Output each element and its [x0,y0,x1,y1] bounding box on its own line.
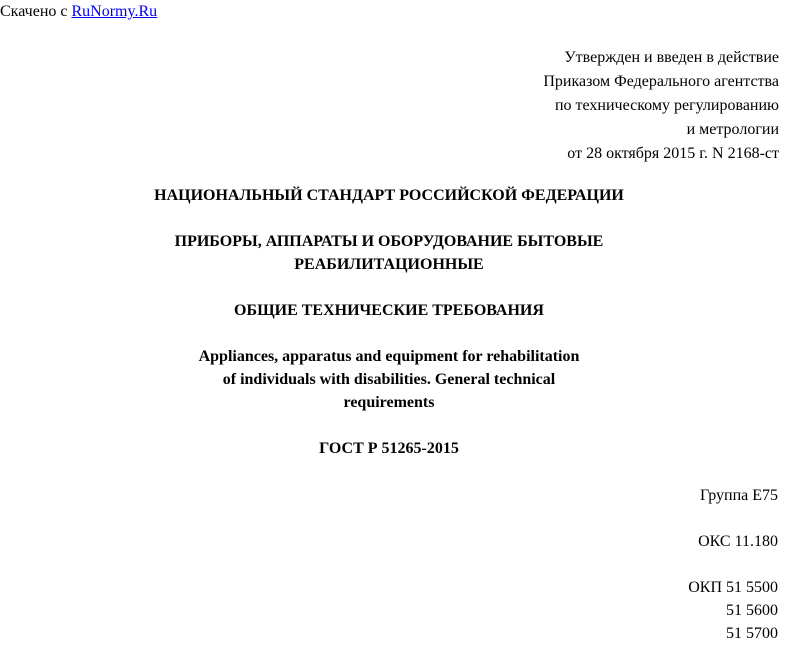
okp-code-line: 51 5700 [726,625,778,642]
approval-block [543,46,779,166]
national-standard-text: НАЦИОНАЛЬНЫЙ СТАНДАРТ РОССИЙСКОЙ ФЕДЕРАЦИИ [154,187,624,204]
standard-name-en [0,345,778,414]
standard-subtitle-ru [0,299,778,322]
standard-subtitle-ru-text: ОБЩИЕ ТЕХНИЧЕСКИЕ ТРЕБОВАНИЯ [234,302,544,319]
standard-name-ru [0,230,778,276]
standard-name-en-line: requirements [343,394,435,411]
gost-number [0,437,778,460]
approval-line: Утвержден и введен в действие [564,49,779,66]
approval-line: и метрологии [686,121,779,138]
standard-name-en-line: Appliances, apparatus and equipment for rehabilitation [198,348,580,365]
standard-name-en-line: of individuals with disabilities. General technical [222,371,556,388]
okp-code-line: ОКП 51 5500 [688,579,778,596]
source-line [0,2,157,22]
standard-name-ru-line: ПРИБОРЫ, АППАРАТЫ И ОБОРУДОВАНИЕ БЫТОВЫЕ [174,233,604,250]
source-prefix: Скачено с [0,3,72,20]
oks-code: ОКС 11.180 [698,533,778,550]
national-standard-heading [0,184,778,207]
gost-number-text: ГОСТ Р 51265-2015 [319,440,459,457]
standard-name-ru-line: РЕАБИЛИТАЦИОННЫЕ [294,256,484,273]
okp-code-line: 51 5600 [726,602,778,619]
approval-line: Приказом Федерального агентства [543,73,779,90]
group-code: Группа Е75 [699,487,778,504]
runormy-link[interactable]: RuNormy.Ru [71,3,158,20]
approval-line: по техническому регулированию [554,97,779,114]
approval-line: от 28 октября 2015 г. N 2168-ст [567,145,779,162]
okp-codes [688,576,778,645]
